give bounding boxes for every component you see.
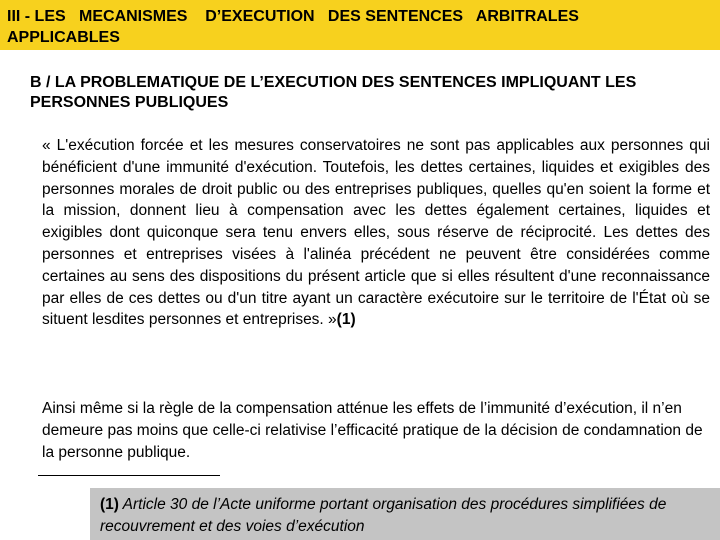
header-bar <box>0 0 720 50</box>
footnote-reference: (1) <box>336 311 356 329</box>
commentary-paragraph: Ainsi même si la règle de la compensation atténue les effets de l’immunité d’exécution, il n’en demeure pas moins que celle-ci relativise l’efficacité pratique de la décision de condamnation de la personne publique. <box>42 400 703 461</box>
footnote <box>100 494 715 538</box>
slide-title: III - LES MECANISMES D’EXECUTION DES SENTENCES ARBITRALES APPLICABLES <box>7 8 579 46</box>
footnote-number: (1) <box>100 496 119 513</box>
footnote-divider <box>38 475 220 476</box>
section-title: B / LA PROBLEMATIQUE DE L’EXECUTION DES SENTENCES IMPLIQUANT LES PERSONNES PUBLIQUES <box>30 74 637 111</box>
quote-text: « L'exécution forcée et les mesures conservatoires ne sont pas applicables aux personnes qui bénéficient d'une immunité d'exécution. Toutefois, les dettes certaines, liquides et exigibles des personnes morales de droit public ou des entreprises publiques, quelles qu'en soient la forme et la mission, donnent lieu à compensation avec les dettes également certaines, liquides et exigibles dont quiconque sera tenu envers elles, sous réserve de réciprocité. Les dettes des personnes et entreprises visées à l'alinéa précédent ne peuvent être considérées comme certaines au sens des dispositions du présent article que si elles résultent d'une reconnaissance par elles de ces dettes ou d'un titre ayant un caractère exécutoire sur le territoire de l'État où se situent lesdites personnes et entreprises. » <box>42 137 710 329</box>
footnote-text: Article 30 de l’Acte uniforme portant organisation des procédures simplifiées de recouvrement et des voies d’exécution <box>100 496 667 535</box>
footnote-box <box>90 488 720 540</box>
legal-quote <box>42 135 710 331</box>
